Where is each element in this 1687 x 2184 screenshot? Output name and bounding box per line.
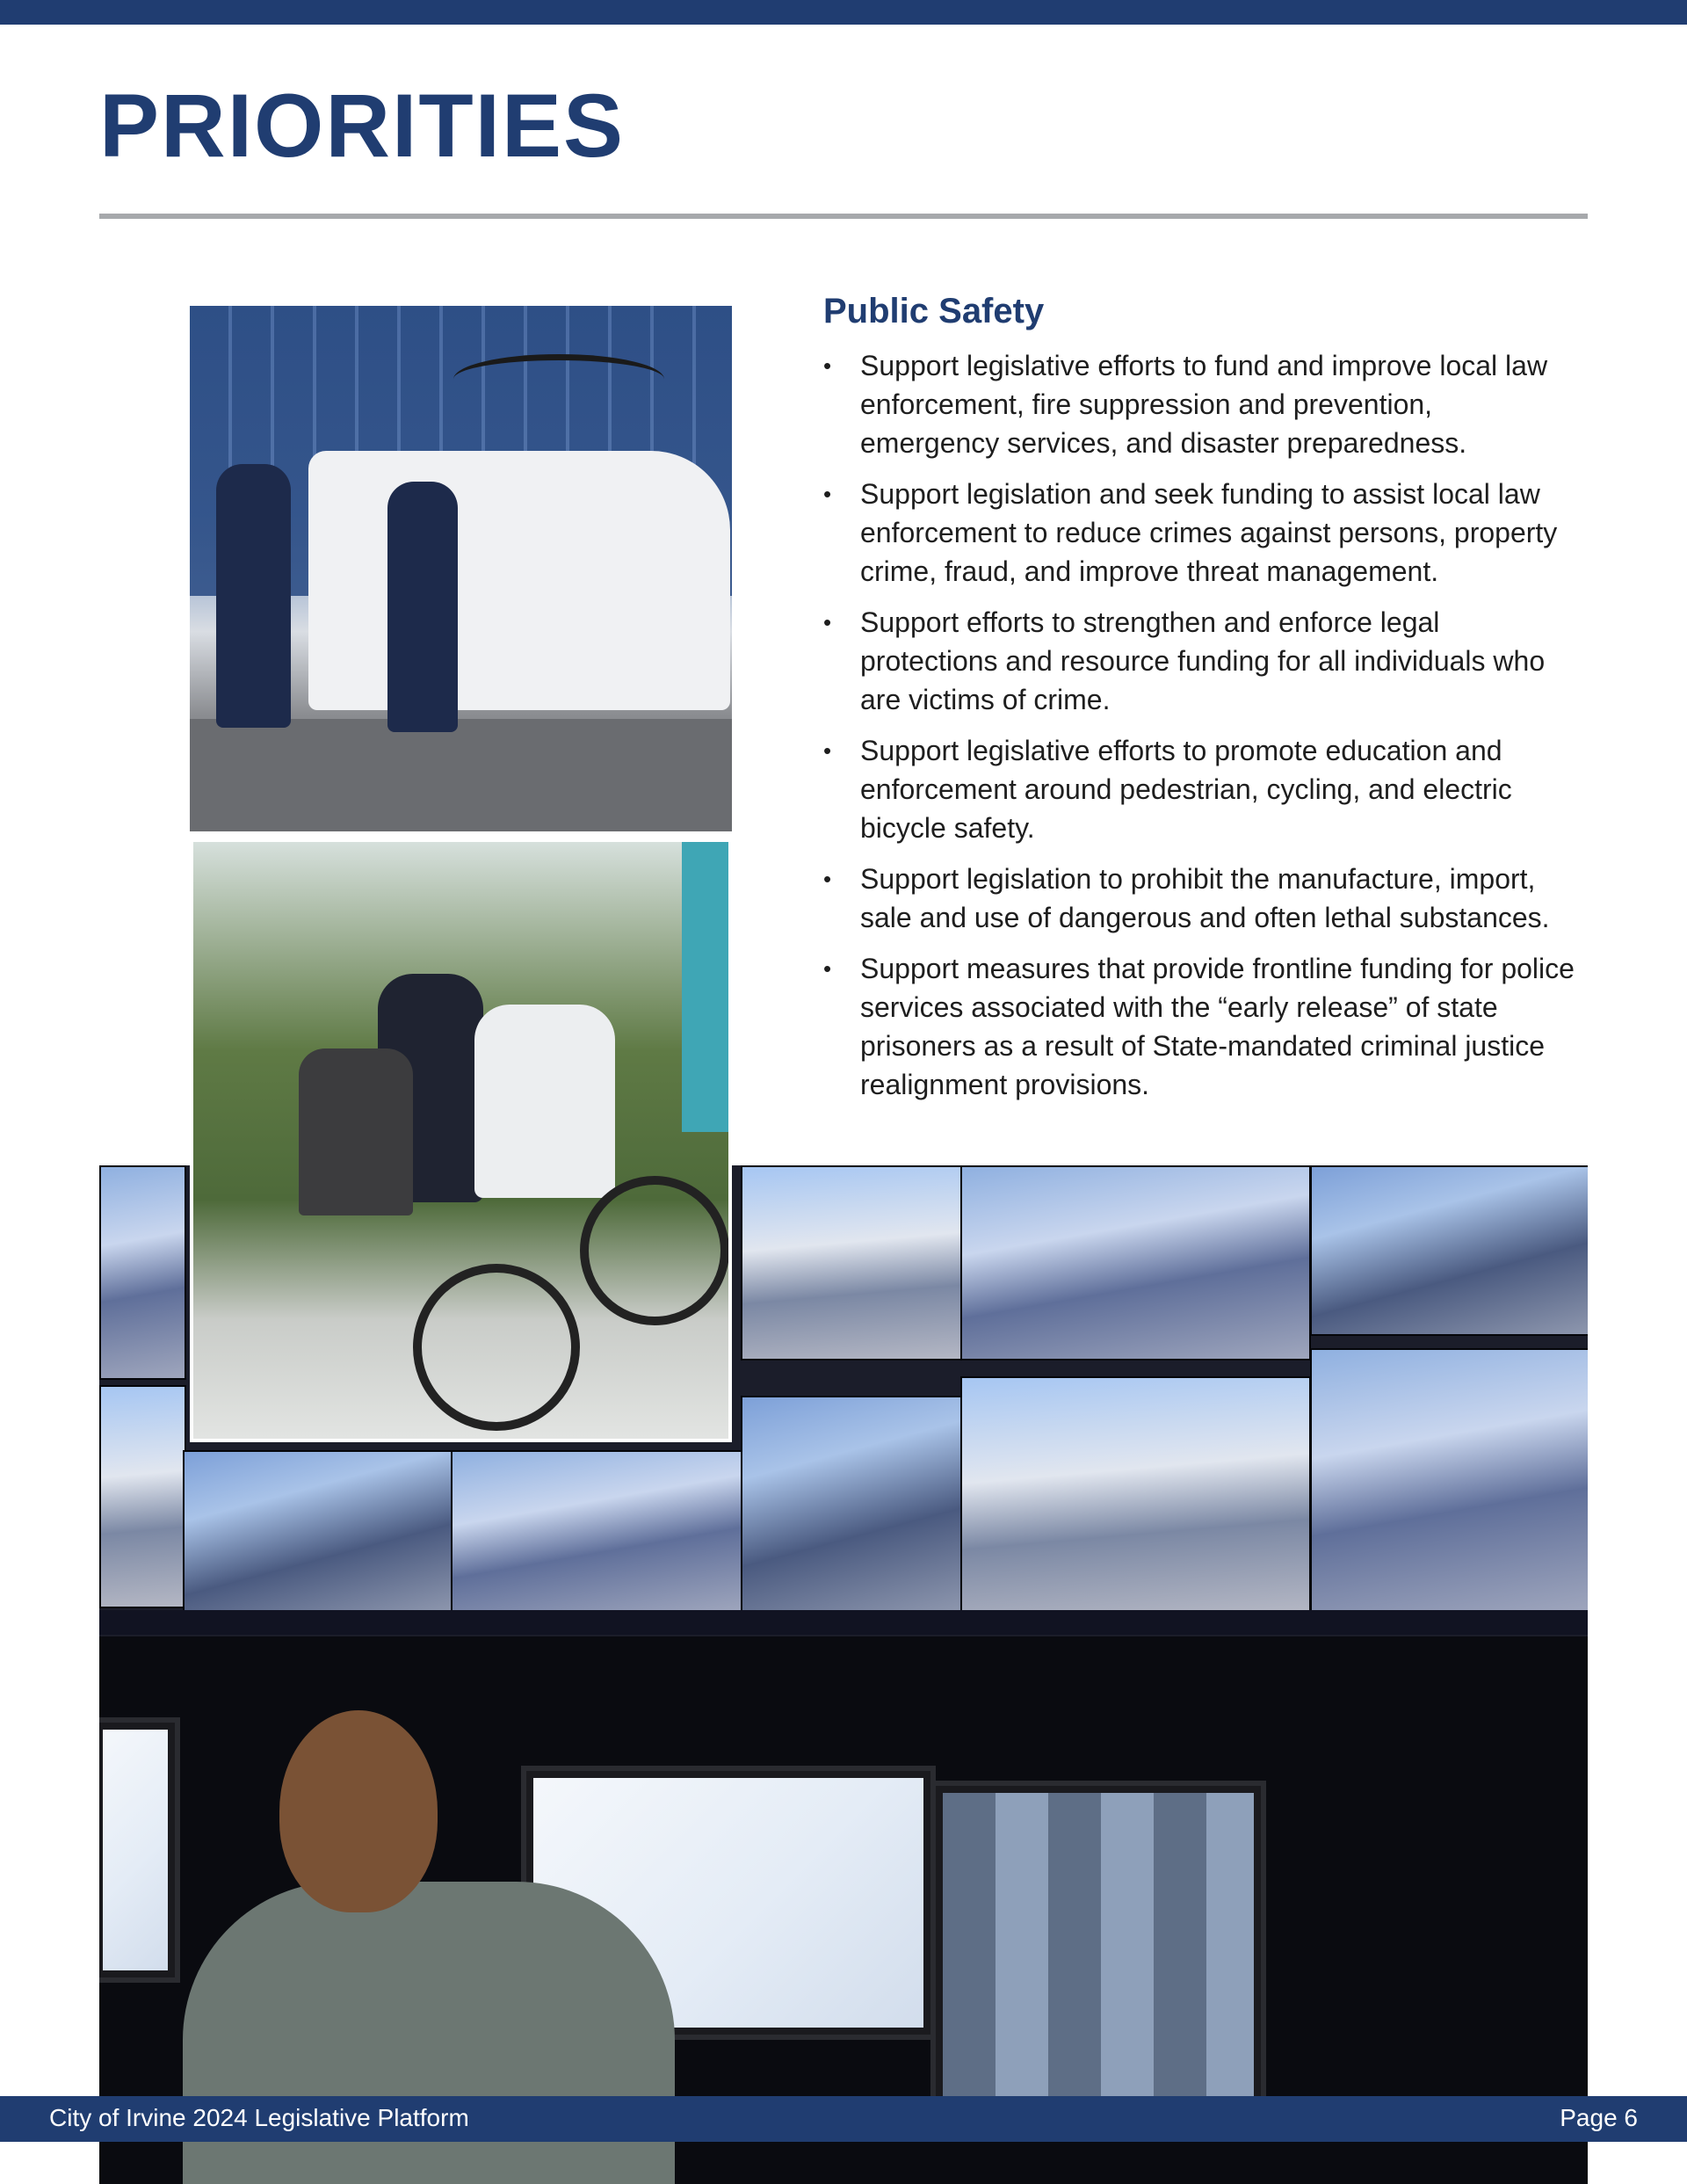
- bike-wheel: [413, 1264, 580, 1431]
- camera-feed-screen: [1310, 1348, 1588, 1614]
- child-figure: [299, 1048, 413, 1215]
- side-monitor: [99, 1717, 180, 1983]
- footer-document-title: City of Irvine 2024 Legislative Platform: [49, 2104, 469, 2131]
- video-wall-toolbar: [99, 1610, 1588, 1635]
- list-item: [823, 731, 1579, 847]
- camera-feed-screen: [960, 1165, 1311, 1360]
- drone-team-photo: [190, 306, 732, 831]
- camera-feed-screen: [99, 1165, 186, 1380]
- bullet-icon: •: [823, 737, 832, 764]
- camera-feed-screen: [183, 1450, 454, 1614]
- priorities-list: [823, 346, 1579, 1116]
- camera-feed-screen: [741, 1396, 964, 1614]
- page-number: Page 6: [1560, 2104, 1638, 2131]
- list-item-text: Support legislation to prohibit the manufacture, import, sale and use of dangerous and often lethal substances.: [860, 863, 1550, 933]
- footer-bar: [0, 2096, 1687, 2142]
- camera-feed-screen: [99, 1385, 186, 1608]
- list-item-text: Support legislative efforts to fund and improve local law enforcement, fire suppression and prevention, emergency services, and disaster preparedness.: [860, 350, 1548, 459]
- officer-figure: [387, 482, 458, 732]
- drone: [453, 354, 664, 404]
- white-van: [308, 451, 730, 710]
- bullet-icon: •: [823, 609, 832, 635]
- list-item-text: Support measures that provide frontline funding for police services associated with the “early release” of state prisoners as a result of State-mandated criminal justice realignment provisions.: [860, 953, 1575, 1100]
- camera-grid-monitor: [930, 1781, 1266, 2134]
- page-title: PRIORITIES: [99, 76, 626, 176]
- officer-figure: [216, 464, 291, 728]
- list-item-text: Support legislation and seek funding to assist local law enforcement to reduce crimes against persons, property crime, fraud, and improve threat management.: [860, 478, 1558, 587]
- title-divider: [99, 214, 1588, 219]
- list-item: [823, 346, 1579, 462]
- bike-safety-photo: [190, 838, 732, 1442]
- dispatcher-head: [279, 1710, 438, 1912]
- camera-feed-screen: [451, 1450, 744, 1614]
- list-item: [823, 949, 1579, 1104]
- bike-wheel: [580, 1176, 728, 1325]
- top-accent-bar: [0, 0, 1687, 25]
- camera-feed-screen: [960, 1376, 1311, 1614]
- list-item: [823, 860, 1579, 937]
- list-item: [823, 603, 1579, 719]
- list-item-text: Support efforts to strengthen and enforce legal protections and resource funding for all individuals who are victims of crime.: [860, 606, 1546, 715]
- bullet-icon: •: [823, 866, 832, 892]
- list-item: [823, 475, 1579, 591]
- camera-feed-screen: [741, 1165, 964, 1360]
- camera-feed-screen: [1310, 1165, 1588, 1336]
- bullet-icon: •: [823, 955, 832, 982]
- signpost: [682, 842, 728, 1132]
- bullet-icon: •: [823, 481, 832, 507]
- pavement: [190, 719, 732, 831]
- list-item-text: Support legislative efforts to promote education and enforcement around pedestrian, cycling, and electric bicycle safety.: [860, 735, 1512, 844]
- bullet-icon: •: [823, 352, 832, 379]
- teen-figure: [474, 1005, 615, 1198]
- section-heading: Public Safety: [823, 292, 1045, 330]
